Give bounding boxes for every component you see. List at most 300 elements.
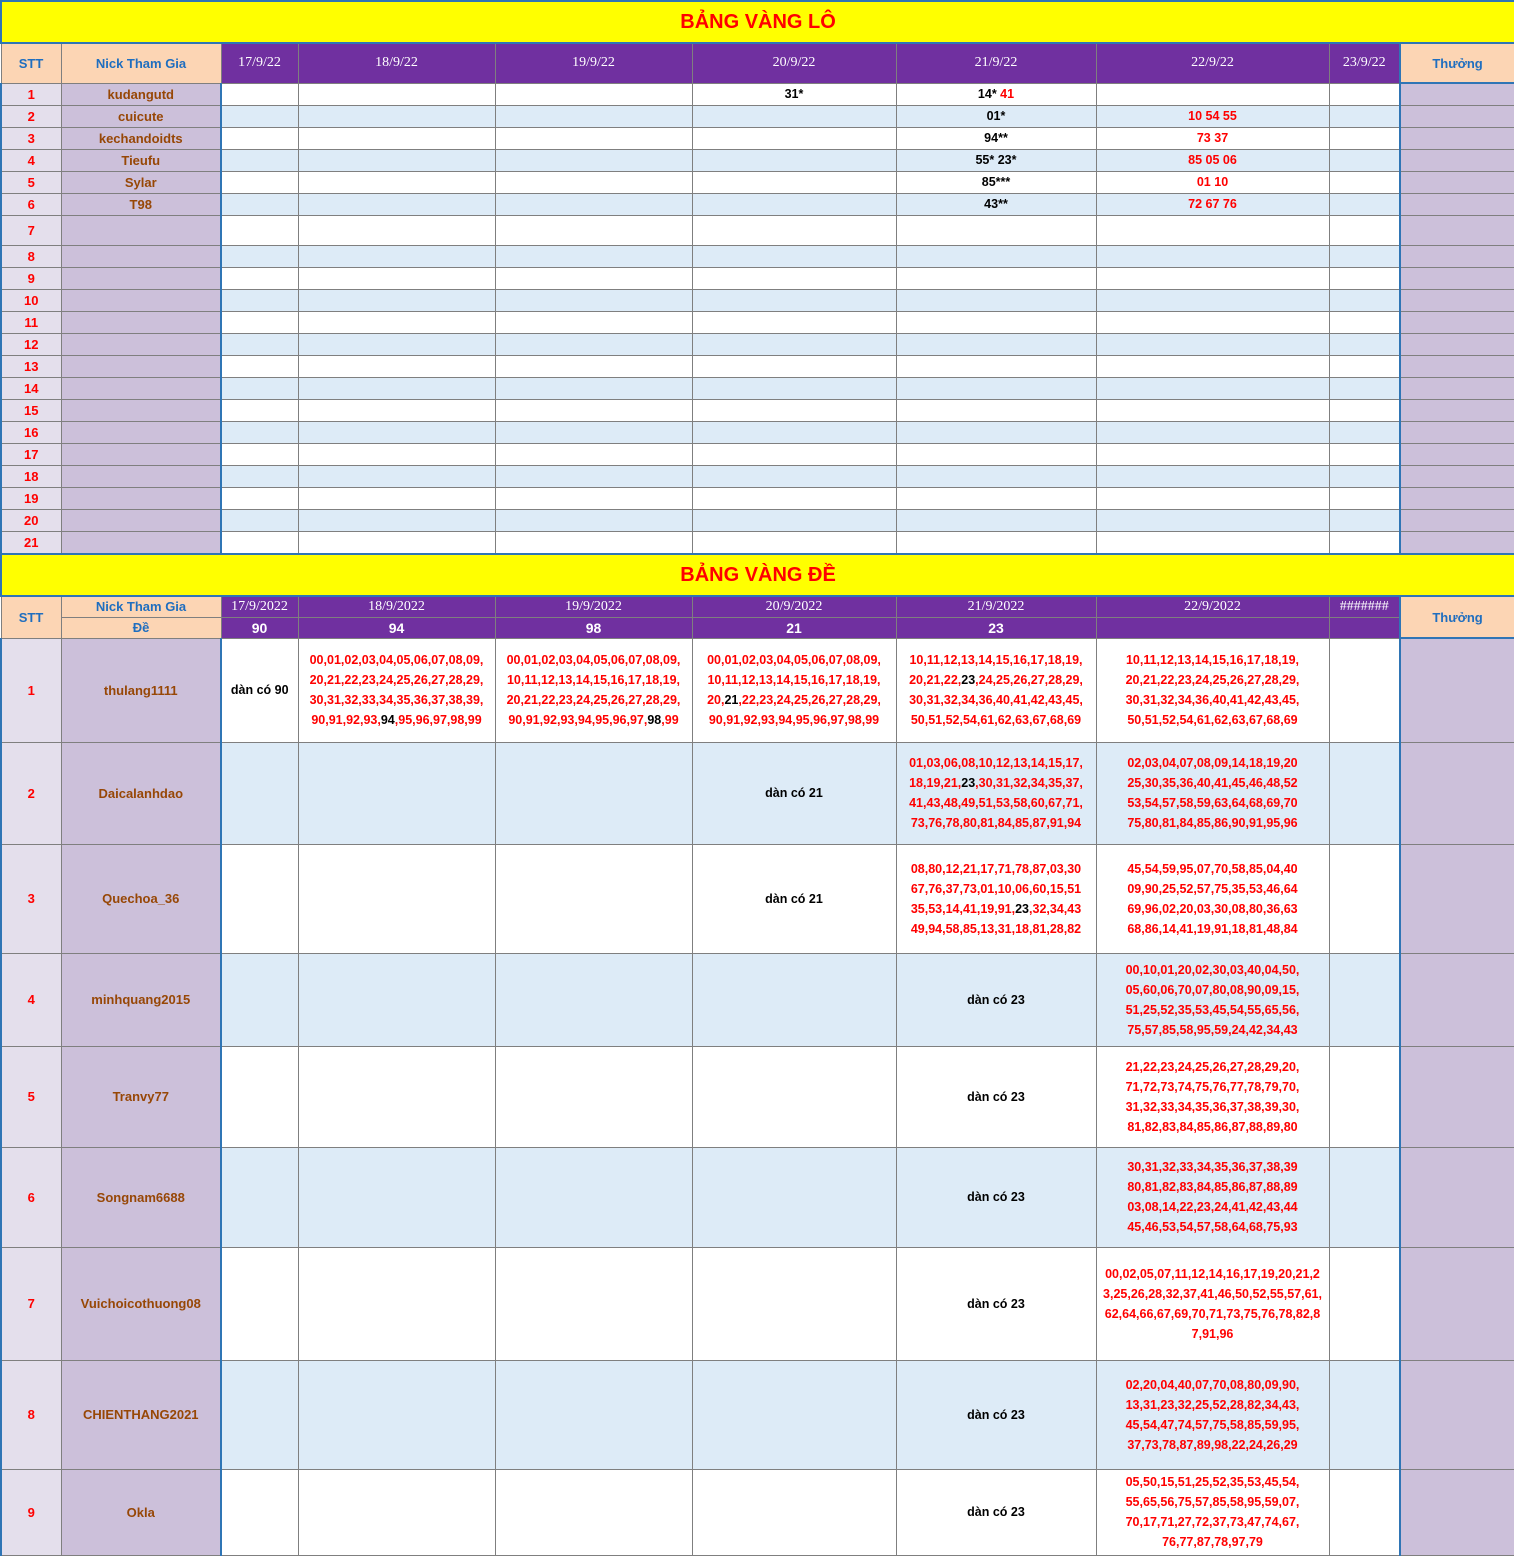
lo-thuong-cell[interactable] <box>1400 171 1514 193</box>
de-thuong-cell[interactable] <box>1400 1360 1514 1469</box>
de-result: 21 <box>692 617 896 638</box>
de-entry-cell[interactable] <box>1329 844 1400 953</box>
de-entry-cell[interactable] <box>495 1360 692 1469</box>
de-entry-cell[interactable] <box>1329 1360 1400 1469</box>
lo-entry-cell[interactable] <box>1096 531 1329 553</box>
lo-entry-cell[interactable] <box>1329 333 1400 355</box>
lo-row <box>1 267 1514 289</box>
lo-entry-cell[interactable] <box>1096 267 1329 289</box>
lo-entry-cell[interactable] <box>896 267 1096 289</box>
de-entry-cell[interactable] <box>1096 1469 1329 1555</box>
lo-entry-cell[interactable] <box>692 311 896 333</box>
lo-entry-cell[interactable] <box>1329 311 1400 333</box>
lo-entry-cell[interactable] <box>692 421 896 443</box>
lo-entry-cell[interactable] <box>495 443 692 465</box>
lo-entry-cell[interactable] <box>692 289 896 311</box>
lo-thuong-cell[interactable] <box>1400 355 1514 377</box>
lo-entry-cell[interactable] <box>495 171 692 193</box>
lo-entry-cell[interactable] <box>221 443 298 465</box>
lo-nick-cell: Tieufu <box>61 149 221 171</box>
lo-entry-cell[interactable] <box>1329 127 1400 149</box>
de-entry-cell[interactable] <box>298 953 495 1046</box>
lo-entry-cell[interactable] <box>298 215 495 245</box>
de-entry-cell[interactable] <box>692 844 896 953</box>
lo-entry-text: 85 05 06 <box>1188 153 1237 167</box>
lo-entry-cell[interactable] <box>896 399 1096 421</box>
lo-entry-cell[interactable] <box>1096 215 1329 245</box>
de-thuong-cell[interactable] <box>1400 953 1514 1046</box>
de-entry-cell[interactable] <box>1329 1247 1400 1360</box>
lo-entry-cell[interactable] <box>1329 193 1400 215</box>
lo-entry-cell[interactable] <box>495 487 692 509</box>
de-entry-cell[interactable] <box>1096 844 1329 953</box>
de-entry-text: 68,86,14,41,19,91,18,81,48,84 <box>1127 921 1298 936</box>
lo-entry-cell[interactable] <box>298 399 495 421</box>
lo-entry-cell[interactable] <box>298 333 495 355</box>
lo-thuong-cell[interactable] <box>1400 377 1514 399</box>
lo-entry-cell[interactable] <box>896 443 1096 465</box>
lo-entry-cell[interactable] <box>1096 311 1329 333</box>
de-entry-cell[interactable] <box>896 1247 1096 1360</box>
lo-entry-cell[interactable] <box>692 83 896 105</box>
lo-entry-cell[interactable] <box>221 289 298 311</box>
lo-entry-cell[interactable] <box>221 509 298 531</box>
lo-entry-cell[interactable] <box>221 377 298 399</box>
lo-stt-cell: 12 <box>1 333 61 355</box>
lo-entry-cell[interactable] <box>1096 127 1329 149</box>
de-entry-cell[interactable] <box>896 638 1096 742</box>
lo-entry-cell[interactable] <box>896 127 1096 149</box>
lo-thuong-cell[interactable] <box>1400 531 1514 553</box>
de-entry-cell[interactable] <box>298 1469 495 1555</box>
lo-entry-cell[interactable] <box>298 149 495 171</box>
lo-entry-cell[interactable] <box>298 171 495 193</box>
lo-thuong-cell[interactable] <box>1400 245 1514 267</box>
lo-entry-cell[interactable] <box>221 105 298 127</box>
lo-entry-cell[interactable] <box>1329 171 1400 193</box>
lo-entry-cell[interactable] <box>896 171 1096 193</box>
lo-entry-cell[interactable] <box>221 245 298 267</box>
lo-entry-cell[interactable] <box>1096 487 1329 509</box>
lo-thuong-cell[interactable] <box>1400 215 1514 245</box>
lo-entry-cell[interactable] <box>495 509 692 531</box>
de-entry-text: dàn có 23 <box>967 1296 1025 1311</box>
lo-entry-cell[interactable] <box>1329 465 1400 487</box>
lo-entry-cell[interactable] <box>896 193 1096 215</box>
lo-entry-cell[interactable] <box>1096 83 1329 105</box>
de-thuong-cell[interactable] <box>1400 1147 1514 1247</box>
lo-entry-cell[interactable] <box>1329 289 1400 311</box>
lo-entry-cell[interactable] <box>1329 245 1400 267</box>
lo-entry-cell[interactable] <box>1329 487 1400 509</box>
de-entry-text: 50,51,52,54,61,62,63,67,68,69 <box>1127 713 1298 727</box>
lo-nick-cell: kechandoidts <box>61 127 221 149</box>
lo-entry-cell[interactable] <box>221 267 298 289</box>
lo-entry-cell[interactable] <box>896 421 1096 443</box>
lo-nick-cell: T98 <box>61 193 221 215</box>
lo-entry-cell[interactable] <box>298 377 495 399</box>
lo-thuong-cell[interactable] <box>1400 149 1514 171</box>
lo-entry-cell[interactable] <box>1096 105 1329 127</box>
lo-entry-cell[interactable] <box>495 215 692 245</box>
de-entry-cell[interactable] <box>896 953 1096 1046</box>
lo-entry-cell[interactable] <box>495 311 692 333</box>
lo-entry-cell[interactable] <box>692 487 896 509</box>
de-stt-cell: 2 <box>1 742 61 844</box>
lo-entry-cell[interactable] <box>1096 333 1329 355</box>
lo-entry-cell[interactable] <box>298 245 495 267</box>
de-entry-text: 69,96,02,20,03,30,08,80,36,63 <box>1127 901 1298 916</box>
de-entry-cell[interactable] <box>692 953 896 1046</box>
de-row <box>1 1147 1514 1247</box>
lo-entry-cell[interactable] <box>298 105 495 127</box>
de-entry-text: dàn có 90 <box>230 683 289 697</box>
de-stt-cell: 5 <box>1 1046 61 1147</box>
lo-thuong-cell[interactable] <box>1400 127 1514 149</box>
de-entry-cell[interactable] <box>298 742 495 844</box>
lo-entry-cell[interactable] <box>495 333 692 355</box>
de-entry-cell[interactable] <box>1096 1046 1329 1147</box>
de-entry-cell[interactable] <box>298 844 495 953</box>
de-entry-cell[interactable] <box>221 1147 298 1247</box>
de-entry-cell[interactable] <box>221 953 298 1046</box>
lo-entry-text: 14* <box>977 87 1001 101</box>
lo-header-stt: STT <box>1 43 61 83</box>
lo-thuong-cell[interactable] <box>1400 311 1514 333</box>
de-entry-cell[interactable] <box>1096 742 1329 844</box>
lo-entry-cell[interactable] <box>692 267 896 289</box>
lo-entry-cell[interactable] <box>495 83 692 105</box>
de-entry-cell[interactable] <box>495 1247 692 1360</box>
lo-entry-cell[interactable] <box>896 465 1096 487</box>
de-entry-cell[interactable] <box>495 953 692 1046</box>
lo-entry-cell[interactable] <box>298 531 495 553</box>
lo-row <box>1 149 1514 171</box>
lo-entry-cell[interactable] <box>495 245 692 267</box>
lo-thuong-cell[interactable] <box>1400 333 1514 355</box>
lo-entry-cell[interactable] <box>495 193 692 215</box>
lo-entry-cell[interactable] <box>221 215 298 245</box>
lo-entry-cell[interactable] <box>896 289 1096 311</box>
de-header-date: ####### <box>1329 596 1400 617</box>
lo-entry-cell[interactable] <box>1329 509 1400 531</box>
de-entry-cell[interactable] <box>221 638 298 742</box>
de-entry-cell[interactable] <box>896 1147 1096 1247</box>
lo-entry-cell[interactable] <box>221 421 298 443</box>
lo-entry-cell[interactable] <box>495 105 692 127</box>
lo-entry-cell[interactable] <box>221 127 298 149</box>
de-entry-cell[interactable] <box>896 844 1096 953</box>
lo-entry-cell[interactable] <box>495 355 692 377</box>
lo-entry-cell[interactable] <box>1329 215 1400 245</box>
lo-row <box>1 509 1514 531</box>
de-entry-text: 13,31,23,32,25,52,28,82,34,43, <box>1125 1397 1300 1412</box>
lo-entry-cell[interactable] <box>896 83 1096 105</box>
lo-entry-cell[interactable] <box>298 267 495 289</box>
lo-stt-cell: 20 <box>1 509 61 531</box>
de-entry-text: 90,91,92,93,94,95,96,97,98,99 <box>708 713 880 727</box>
de-entry-cell[interactable] <box>1096 638 1329 742</box>
lo-entry-cell[interactable] <box>298 355 495 377</box>
de-nick-cell: Quechoa_36 <box>61 844 221 953</box>
lo-thuong-cell[interactable] <box>1400 399 1514 421</box>
lo-entry-cell[interactable] <box>1096 355 1329 377</box>
lo-entry-cell[interactable] <box>495 289 692 311</box>
lo-entry-cell[interactable] <box>495 377 692 399</box>
de-stt-cell: 1 <box>1 638 61 742</box>
lo-entry-cell[interactable] <box>692 171 896 193</box>
lo-entry-cell[interactable] <box>692 105 896 127</box>
lo-entry-cell[interactable] <box>692 127 896 149</box>
lo-entry-cell[interactable] <box>896 215 1096 245</box>
lo-thuong-cell[interactable] <box>1400 267 1514 289</box>
de-result: 23 <box>896 617 1096 638</box>
lo-entry-cell[interactable] <box>1329 355 1400 377</box>
lo-entry-cell[interactable] <box>298 487 495 509</box>
lo-entry-cell[interactable] <box>1096 377 1329 399</box>
de-entry-cell[interactable] <box>1329 638 1400 742</box>
lo-entry-cell[interactable] <box>221 149 298 171</box>
de-row <box>1 1360 1514 1469</box>
lo-entry-cell[interactable] <box>692 193 896 215</box>
lo-thuong-cell[interactable] <box>1400 443 1514 465</box>
lo-row <box>1 171 1514 193</box>
de-thuong-cell[interactable] <box>1400 638 1514 742</box>
lo-entry-cell[interactable] <box>896 245 1096 267</box>
de-entry-text: 09,90,25,52,57,75,35,53,46,64 <box>1127 881 1298 896</box>
de-nick-cell: Vuichoicothuong08 <box>61 1247 221 1360</box>
de-entry-cell[interactable] <box>221 1247 298 1360</box>
lo-row <box>1 443 1514 465</box>
de-entry-cell[interactable] <box>298 1147 495 1247</box>
lo-entry-cell[interactable] <box>221 83 298 105</box>
lo-thuong-cell[interactable] <box>1400 105 1514 127</box>
lo-thuong-cell[interactable] <box>1400 465 1514 487</box>
lo-row <box>1 531 1514 553</box>
lo-entry-cell[interactable] <box>495 465 692 487</box>
de-entry-cell[interactable] <box>221 742 298 844</box>
lo-entry-cell[interactable] <box>692 531 896 553</box>
lo-entry-cell[interactable] <box>221 531 298 553</box>
lo-entry-text: 43** <box>984 197 1008 211</box>
lo-entry-cell[interactable] <box>896 509 1096 531</box>
lo-entry-cell[interactable] <box>1329 149 1400 171</box>
de-entry-cell[interactable] <box>692 1469 896 1555</box>
lo-row <box>1 311 1514 333</box>
de-entry-cell[interactable] <box>896 1046 1096 1147</box>
lo-thuong-cell[interactable] <box>1400 509 1514 531</box>
lo-entry-cell[interactable] <box>221 487 298 509</box>
lo-entry-cell[interactable] <box>1096 465 1329 487</box>
de-entry-cell[interactable] <box>495 638 692 742</box>
de-entry-text: 51,25,52,35,53,45,54,55,65,56, <box>1125 1002 1300 1017</box>
lo-entry-cell[interactable] <box>221 193 298 215</box>
de-entry-text: 23 <box>1015 901 1030 916</box>
de-thuong-cell[interactable] <box>1400 1046 1514 1147</box>
lo-nick-cell <box>61 215 221 245</box>
lo-entry-cell[interactable] <box>221 333 298 355</box>
de-entry-cell[interactable] <box>495 742 692 844</box>
lo-entry-cell[interactable] <box>298 421 495 443</box>
lo-entry-cell[interactable] <box>495 531 692 553</box>
lo-entry-cell[interactable] <box>1329 105 1400 127</box>
de-entry-cell[interactable] <box>221 844 298 953</box>
lo-entry-cell[interactable] <box>495 421 692 443</box>
lo-entry-cell[interactable] <box>896 105 1096 127</box>
lo-thuong-cell[interactable] <box>1400 83 1514 105</box>
de-entry-cell[interactable] <box>1329 953 1400 1046</box>
lo-entry-cell[interactable] <box>221 311 298 333</box>
lo-entry-cell[interactable] <box>1096 245 1329 267</box>
de-entry-cell[interactable] <box>495 1046 692 1147</box>
de-entry-cell[interactable] <box>1329 742 1400 844</box>
lo-entry-cell[interactable] <box>692 215 896 245</box>
de-entry-cell[interactable] <box>298 638 495 742</box>
de-thuong-cell[interactable] <box>1400 1247 1514 1360</box>
lo-entry-cell[interactable] <box>692 245 896 267</box>
de-entry-cell[interactable] <box>1096 1360 1329 1469</box>
de-entry-text: ,22,23,24,25,26,27,28,29, <box>738 693 881 707</box>
lo-row <box>1 127 1514 149</box>
de-entry-text: 7,91,96 <box>1191 1326 1234 1341</box>
lo-entry-cell[interactable] <box>692 443 896 465</box>
de-header-stt: STT <box>1 596 61 638</box>
de-stt-cell: 3 <box>1 844 61 953</box>
lo-entry-cell[interactable] <box>896 311 1096 333</box>
lo-entry-cell[interactable] <box>1329 443 1400 465</box>
de-entry-text: 00,01,02,03,04,05,06,07,08,09, <box>506 653 681 667</box>
de-entry-text: 00,01,02,03,04,05,06,07,08,09, <box>707 653 881 667</box>
lo-entry-text: 55* 23* <box>975 153 1017 167</box>
lo-nick-cell <box>61 333 221 355</box>
de-entry-cell[interactable] <box>692 1046 896 1147</box>
lo-entry-cell[interactable] <box>298 289 495 311</box>
lo-entry-cell[interactable] <box>495 127 692 149</box>
lo-entry-cell[interactable] <box>896 149 1096 171</box>
de-entry-cell[interactable] <box>298 1046 495 1147</box>
lo-thuong-cell[interactable] <box>1400 487 1514 509</box>
lo-entry-cell[interactable] <box>692 377 896 399</box>
de-entry-text: 00,10,01,20,02,30,03,40,04,50, <box>1125 962 1300 977</box>
lo-row <box>1 399 1514 421</box>
lo-entry-cell[interactable] <box>298 83 495 105</box>
lo-entry-cell[interactable] <box>298 127 495 149</box>
lo-entry-cell[interactable] <box>221 355 298 377</box>
lo-entry-text: 41 <box>1000 87 1015 101</box>
lo-entry-cell[interactable] <box>1329 421 1400 443</box>
de-thuong-cell[interactable] <box>1400 844 1514 953</box>
de-row <box>1 638 1514 742</box>
de-entry-cell[interactable] <box>896 1469 1096 1555</box>
de-entry-cell[interactable] <box>896 742 1096 844</box>
lo-entry-cell[interactable] <box>896 377 1096 399</box>
de-entry-cell[interactable] <box>896 1360 1096 1469</box>
lo-entry-cell[interactable] <box>692 509 896 531</box>
de-entry-cell[interactable] <box>298 1360 495 1469</box>
de-entry-cell[interactable] <box>1329 1147 1400 1247</box>
de-entry-cell[interactable] <box>298 1247 495 1360</box>
lo-entry-cell[interactable] <box>298 311 495 333</box>
lo-entry-cell[interactable] <box>1329 377 1400 399</box>
lo-entry-cell[interactable] <box>1096 289 1329 311</box>
lo-entry-cell[interactable] <box>298 465 495 487</box>
lo-entry-cell[interactable] <box>896 355 1096 377</box>
lo-thuong-cell[interactable] <box>1400 421 1514 443</box>
lo-entry-cell[interactable] <box>221 171 298 193</box>
de-entry-cell[interactable] <box>495 844 692 953</box>
de-header-de-label: Đề <box>61 617 221 638</box>
lo-entry-cell[interactable] <box>692 465 896 487</box>
lo-entry-cell[interactable] <box>1329 531 1400 553</box>
de-entry-cell[interactable] <box>692 638 896 742</box>
de-entry-cell[interactable] <box>1096 1247 1329 1360</box>
de-entry-cell[interactable] <box>221 1046 298 1147</box>
lo-entry-cell[interactable] <box>221 465 298 487</box>
lo-entry-cell[interactable] <box>1096 421 1329 443</box>
de-entry-text: 01,03,06,08,10,12,13,14,15,17, <box>909 756 1083 770</box>
de-entry-cell[interactable] <box>692 1147 896 1247</box>
lo-entry-cell[interactable] <box>1096 443 1329 465</box>
lo-thuong-cell[interactable] <box>1400 193 1514 215</box>
de-header-date: 18/9/2022 <box>298 596 495 617</box>
lo-entry-cell[interactable] <box>692 149 896 171</box>
de-entry-text: 90,91,92,93, <box>311 713 381 727</box>
lo-entry-cell[interactable] <box>1096 149 1329 171</box>
lo-stt-cell: 11 <box>1 311 61 333</box>
lo-entry-cell[interactable] <box>1096 399 1329 421</box>
lo-entry-cell[interactable] <box>298 193 495 215</box>
lo-entry-cell[interactable] <box>221 399 298 421</box>
lo-entry-cell[interactable] <box>1096 171 1329 193</box>
de-entry-cell[interactable] <box>692 1247 896 1360</box>
lo-stt-cell: 9 <box>1 267 61 289</box>
de-entry-cell[interactable] <box>1329 1046 1400 1147</box>
de-entry-text: 20, <box>707 693 725 707</box>
lo-entry-cell[interactable] <box>1096 509 1329 531</box>
de-entry-text: 45,54,47,74,57,75,58,85,59,95, <box>1125 1417 1300 1432</box>
lo-entry-cell[interactable] <box>896 531 1096 553</box>
lo-entry-cell[interactable] <box>298 509 495 531</box>
lo-entry-cell[interactable] <box>1329 399 1400 421</box>
lo-stt-cell: 8 <box>1 245 61 267</box>
lo-stt-cell: 10 <box>1 289 61 311</box>
lo-entry-cell[interactable] <box>495 267 692 289</box>
de-entry-cell[interactable] <box>221 1469 298 1555</box>
de-entry-cell[interactable] <box>1329 1469 1400 1555</box>
lo-entry-cell[interactable] <box>692 333 896 355</box>
de-entry-cell[interactable] <box>495 1469 692 1555</box>
lo-entry-cell[interactable] <box>692 399 896 421</box>
de-thuong-cell[interactable] <box>1400 1469 1514 1555</box>
lo-entry-cell[interactable] <box>896 333 1096 355</box>
lo-thuong-cell[interactable] <box>1400 289 1514 311</box>
de-entry-cell[interactable] <box>1096 953 1329 1046</box>
lo-entry-cell[interactable] <box>1096 193 1329 215</box>
de-entry-cell[interactable] <box>692 742 896 844</box>
lo-entry-cell[interactable] <box>692 355 896 377</box>
lo-entry-cell[interactable] <box>1329 83 1400 105</box>
lo-entry-cell[interactable] <box>495 149 692 171</box>
de-thuong-cell[interactable] <box>1400 742 1514 844</box>
lo-entry-cell[interactable] <box>1329 267 1400 289</box>
lo-entry-cell[interactable] <box>896 487 1096 509</box>
lo-entry-cell[interactable] <box>298 443 495 465</box>
de-entry-cell[interactable] <box>221 1360 298 1469</box>
lo-entry-cell[interactable] <box>495 399 692 421</box>
de-entry-cell[interactable] <box>495 1147 692 1247</box>
de-entry-cell[interactable] <box>692 1360 896 1469</box>
de-entry-cell[interactable] <box>1096 1147 1329 1247</box>
